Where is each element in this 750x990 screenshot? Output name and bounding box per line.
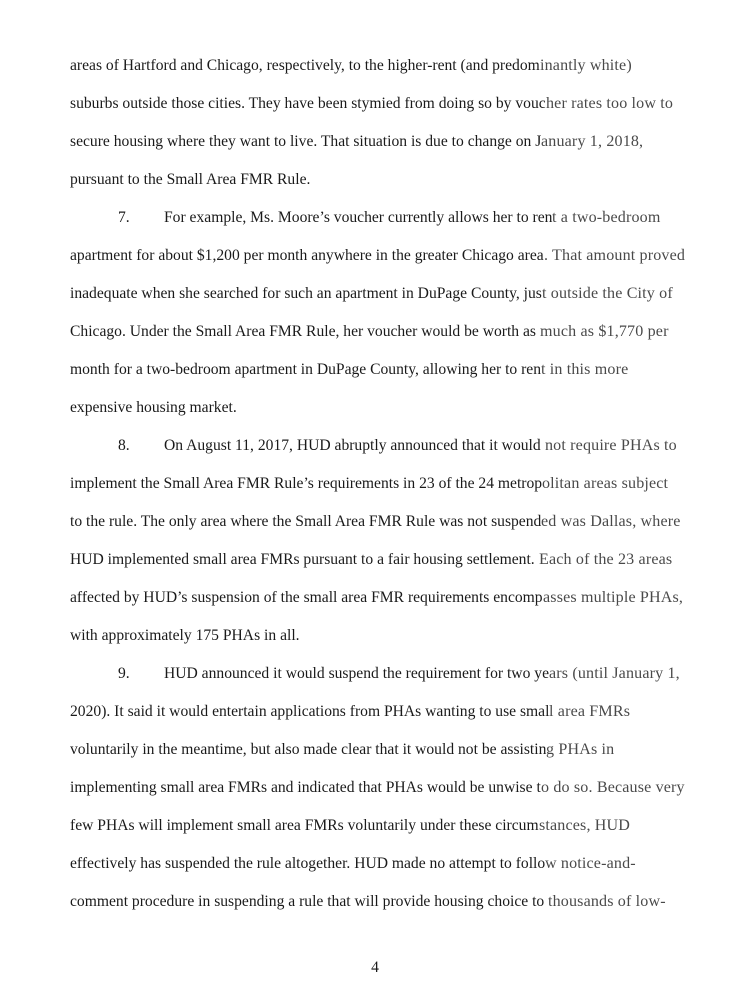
line-text: implement the Small Area FMR Rule’s requirements in 23 of the 24 metrop: [70, 475, 543, 492]
text-line: [70, 284, 673, 304]
line-text: suburbs outside those cities. They have been stymied from doing so by vouc: [70, 95, 546, 112]
line-text: expensive housing market.: [70, 399, 237, 416]
line-text-tail: not require PHAs to: [544, 437, 677, 454]
line-text: to the rule. The only area where the Small Area FMR Rule was not suspend: [70, 513, 542, 530]
line-text: effectively has suspended the rule altogether. HUD made no attempt to follo: [70, 855, 546, 872]
line-text: inadequate when she searched for such an apartment in DuPage County, jus: [70, 285, 542, 302]
page-number: 4: [371, 959, 379, 976]
line-text: affected by HUD’s suspension of the small area FMR requirements encomp: [70, 589, 543, 606]
text-line: [70, 360, 629, 380]
text-line: [70, 512, 681, 532]
line-text-tail: . That amount proved: [543, 247, 685, 264]
text-line: [70, 132, 644, 152]
line-text: few PHAs will implement small area FMRs voluntarily under these circum: [70, 817, 539, 834]
text-line: [70, 740, 613, 760]
text-line: [70, 588, 683, 608]
line-text: 2020). It said it would entertain applications from PHAs wanting to use smal: [70, 703, 550, 720]
line-text: HUD announced it would suspend the requirement for two ye: [164, 665, 549, 682]
text-line: [70, 854, 636, 874]
text-line: [70, 398, 237, 418]
line-text: For example, Ms. Moore’s voucher currently allows her to ren: [164, 209, 553, 226]
line-text-tail: thousands of low-: [548, 893, 666, 910]
paragraph-7-first-line: [70, 208, 661, 228]
text-line: [70, 474, 669, 494]
text-line: [70, 246, 685, 266]
line-text-tail: inantly white): [539, 57, 632, 74]
text-line: [70, 778, 685, 798]
line-text-tail: t in this more: [541, 361, 629, 378]
text-line: [70, 550, 672, 570]
line-text: areas of Hartford and Chicago, respectively, to the higher-rent (and predom: [70, 57, 540, 74]
text-line: [70, 170, 310, 190]
line-text-tail: t outside the City of: [541, 285, 673, 302]
paragraph-9-first-line: [70, 664, 680, 684]
line-text: apartment for about $1,200 per month anywhere in the greater Chicago area: [70, 247, 544, 264]
line-text: On August 11, 2017, HUD abruptly announced that it would: [164, 437, 545, 454]
paragraph-number: 7.: [118, 209, 130, 226]
text-line: [70, 626, 300, 646]
line-text-tail: Each of the 23 areas: [538, 551, 672, 568]
line-text: voluntarily in the meantime, but also made clear that it would not be assistin: [70, 741, 547, 758]
line-text: comment procedure in suspending a rule that will provide housing choice to: [70, 893, 549, 910]
line-text-tail: t a two-bedroom: [552, 209, 661, 226]
text-line: [70, 94, 673, 114]
paragraph-number: 8.: [118, 437, 130, 454]
paragraph-number: 9.: [118, 665, 130, 682]
line-text-tail: olitan areas subject: [542, 475, 669, 492]
line-text: HUD implemented small area FMRs pursuant to a fair housing settlement.: [70, 551, 539, 568]
line-text: with approximately 175 PHAs in all.: [70, 627, 300, 644]
line-text: pursuant to the Small Area FMR Rule.: [70, 171, 311, 188]
line-text-tail: anuary 1, 2018,: [541, 133, 644, 150]
line-text-tail: her rates too low to: [545, 95, 673, 112]
line-text-tail: ed was Dallas, where: [541, 513, 681, 530]
paragraph-8-first-line: [70, 436, 677, 456]
line-text-tail: much as $1,770 per: [539, 323, 669, 340]
line-text-tail: asses multiple PHAs,: [542, 589, 683, 606]
text-line: [70, 892, 666, 912]
text-line: [70, 322, 669, 342]
line-text-tail: ars (until January 1,: [549, 665, 680, 682]
text-line: [70, 702, 631, 722]
line-text: implementing small area FMRs and indicated that PHAs would be unwise t: [70, 779, 541, 796]
text-line: [70, 56, 632, 76]
line-text-tail: w notice-and-: [545, 855, 636, 872]
line-text-tail: l area FMRs: [549, 703, 631, 720]
line-text: month for a two-bedroom apartment in DuPage County, allowing her to ren: [70, 361, 542, 378]
line-text-tail: o do so. Because very: [540, 779, 685, 796]
line-text-tail: stances, HUD: [538, 817, 630, 834]
text-line: [70, 816, 630, 836]
line-text: secure housing where they want to live. That situation is due to change on J: [70, 133, 542, 150]
line-text: Chicago. Under the Small Area FMR Rule, her voucher would be worth as: [70, 323, 540, 340]
line-text-tail: g PHAs in: [546, 741, 615, 758]
